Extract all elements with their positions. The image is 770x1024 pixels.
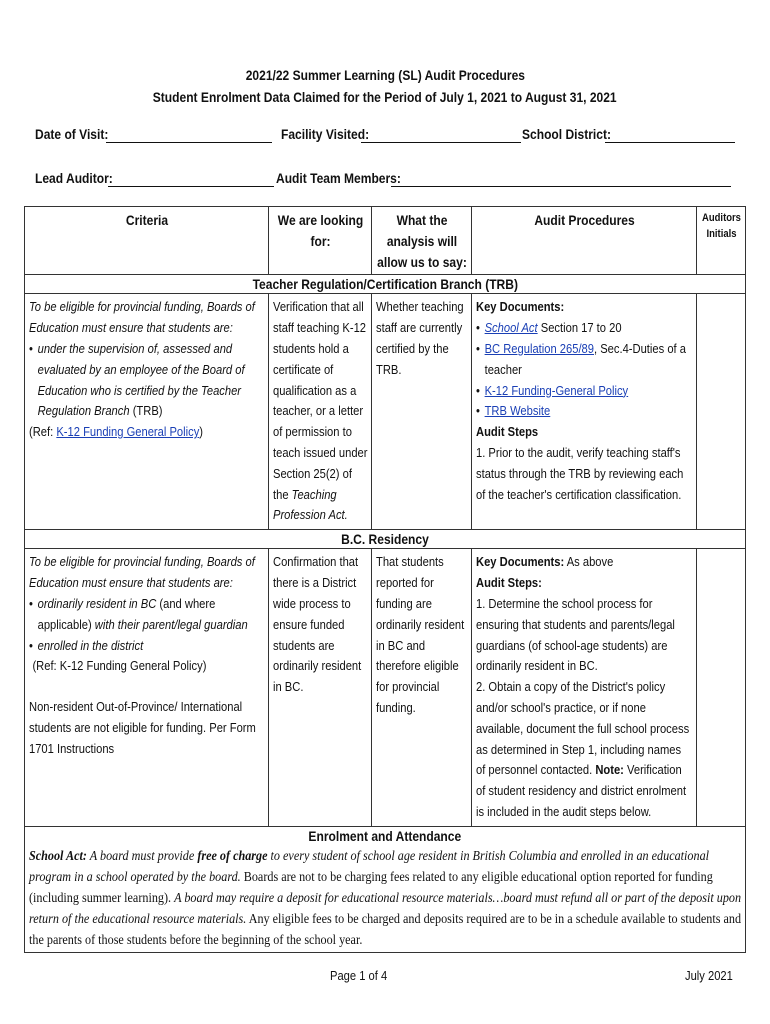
footer-date: July 2021 (685, 968, 733, 983)
bc-regulation-link[interactable]: BC Regulation 265/89 (484, 340, 594, 356)
trb-section-title: Teacher Regulation/Certification Branch (TRB) (25, 275, 746, 294)
looking-for-header: We are looking for: (269, 207, 372, 275)
audit-procedures-header: Audit Procedures (472, 207, 697, 275)
school-act-link[interactable]: School Act (484, 320, 538, 336)
audit-team-label: Audit Team Members: (276, 170, 401, 186)
trb-website-link[interactable]: TRB Website (484, 403, 551, 419)
date-of-visit-label: Date of Visit: (35, 126, 109, 142)
key-documents-heading: Key Documents: (476, 299, 565, 315)
trb-criteria-intro: To be eligible for provincial funding, Boards of Education must ensure that students are: (29, 299, 255, 336)
trb-criteria-cell: To be eligible for provincial funding, Boards of Education must ensure that students are: • under the supervision of, assessed and evaluated by an employee of the Board of Education who is certified by the Teacher Regulation Branch (TRB) (Ref: K-12 Funding General Policy) (25, 294, 269, 530)
lead-auditor-field[interactable] (108, 172, 274, 187)
facility-visited-field[interactable] (361, 128, 521, 143)
section-row-enrolment (25, 827, 746, 846)
analysis-header: What the analysis will allow us to say: (372, 207, 472, 275)
document-title (0, 64, 770, 108)
table-header-row (25, 207, 746, 275)
trb-looking-for-cell: Verification that all staff teaching K-12 students hold a certificate of qualification as a teacher, or a letter of permission to teach issued under Section 25(2) of the Teaching Profession Act. (269, 294, 372, 530)
list-item (476, 381, 693, 402)
enrolment-text-cell: School Act: A board must provide free of charge to every student of school age resident in British Columbia and enrolled in an educational program in a school operated by the board. Boards are not to be charging fees related to any eligible educational option reported for funding (including summer learning). A board may require a deposit for educational resource materials…board must refund all or part of the deposit upon return of the educational resource materials. Any eligible fees to be charged and deposits required are to be in a schedule available to students and the parents of those students before the beginning of the school year. (25, 845, 746, 953)
enrolment-section-title: Enrolment and Attendance (25, 827, 746, 846)
residency-step-2: 2. Obtain a copy of the District's policy and/or school's practice, or if none available, document the full school process as determined in Step 1, including names of personnel contacted. (476, 679, 690, 778)
list-item (476, 401, 693, 422)
table-row (25, 294, 746, 530)
list-item: • School Act Section 17 to 20 (476, 318, 693, 339)
residency-procedures-cell: Key Documents: As above Audit Steps: 1. Determine the school process for ensuring that students and parents/legal guardians (of school-age students) are ordinarily resident in BC. 2. Obtain a copy of the District's policy and/or school's practice, or if none available, document the full school process as determined in Step 1, including names of personnel contacted. Note: Verification of student residency and district enrolment is included in the audit steps below. (472, 549, 697, 827)
trb-initials-cell[interactable] (697, 294, 746, 530)
list-item: • ordinarily resident in BC (and where applicable) with their parent/legal guardian (29, 594, 265, 636)
section-row-trb (25, 275, 746, 294)
lead-auditor-label: Lead Auditor: (35, 170, 113, 186)
k12-funding-policy-link[interactable]: K-12 Funding General Policy (56, 424, 200, 440)
residency-analysis-cell: That students reported for funding are ordinarily resident in BC and therefore eligible for provincial funding. (372, 549, 472, 827)
residency-ref: (Ref: K-12 Funding General Policy) (32, 658, 207, 674)
trb-analysis-cell: Whether teaching staff are currently certified by the TRB. (372, 294, 472, 530)
audit-procedures-table (24, 206, 746, 953)
school-district-label: School District: (522, 126, 611, 142)
residency-section-title: B.C. Residency (25, 530, 746, 549)
list-item: • under the supervision of, assessed and evaluated by an employee of the Board of Education who is certified by the Teacher Regulation Branch (TRB) (29, 339, 265, 422)
k12-funding-general-policy-link[interactable]: K-12 Funding-General Policy (484, 382, 629, 398)
trb-step-1: 1. Prior to the audit, verify teaching staff's status through the TRB by reviewing each of the teacher's certification classification. (476, 444, 684, 502)
audit-team-field[interactable] (391, 172, 731, 187)
auditor-initials-header: Auditors Initials (697, 207, 746, 275)
date-of-visit-field[interactable] (106, 128, 272, 143)
non-resident-note: Non-resident Out-of-Province/ International students are not eligible for funding. Per Form 1701 Instructions (29, 699, 256, 756)
section-row-residency (25, 530, 746, 549)
audit-steps-heading: Audit Steps (476, 424, 539, 440)
residency-step-1: 1. Determine the school process for ensuring that students and parents/legal guardians (of school-age students) are ordinarily resident in BC. (476, 595, 675, 674)
table-row (25, 845, 746, 953)
criteria-header: Criteria (25, 207, 269, 275)
school-district-field[interactable] (605, 128, 735, 143)
trb-procedures-cell (472, 294, 697, 530)
residency-criteria-cell: To be eligible for provincial funding, Boards of Education must ensure that students are: • ordinarily resident in BC (and where applicable) with their parent/legal guardian • enrolled in the district (Ref: K-12 Funding General Policy) Non-resident Out-of-Province/ International students are not eligible for funding. Per Form 1701 Instructions (25, 549, 269, 827)
list-item: • enrolled in the district (29, 636, 265, 657)
title-line-2: Student Enrolment Data Claimed for the Period of July 1, 2021 to August 31, 2021 (153, 89, 617, 105)
facility-visited-label: Facility Visited: (281, 126, 370, 142)
page-number: Page 1 of 4 (330, 968, 388, 983)
residency-looking-for-cell: Confirmation that there is a District wide process to ensure funded students are ordinarily resident in BC. (269, 549, 372, 827)
title-line-1: 2021/22 Summer Learning (SL) Audit Procedures (245, 67, 525, 83)
table-row (25, 549, 746, 827)
residency-initials-cell[interactable] (697, 549, 746, 827)
list-item: • BC Regulation 265/89, Sec.4-Duties of a teacher (476, 339, 693, 381)
